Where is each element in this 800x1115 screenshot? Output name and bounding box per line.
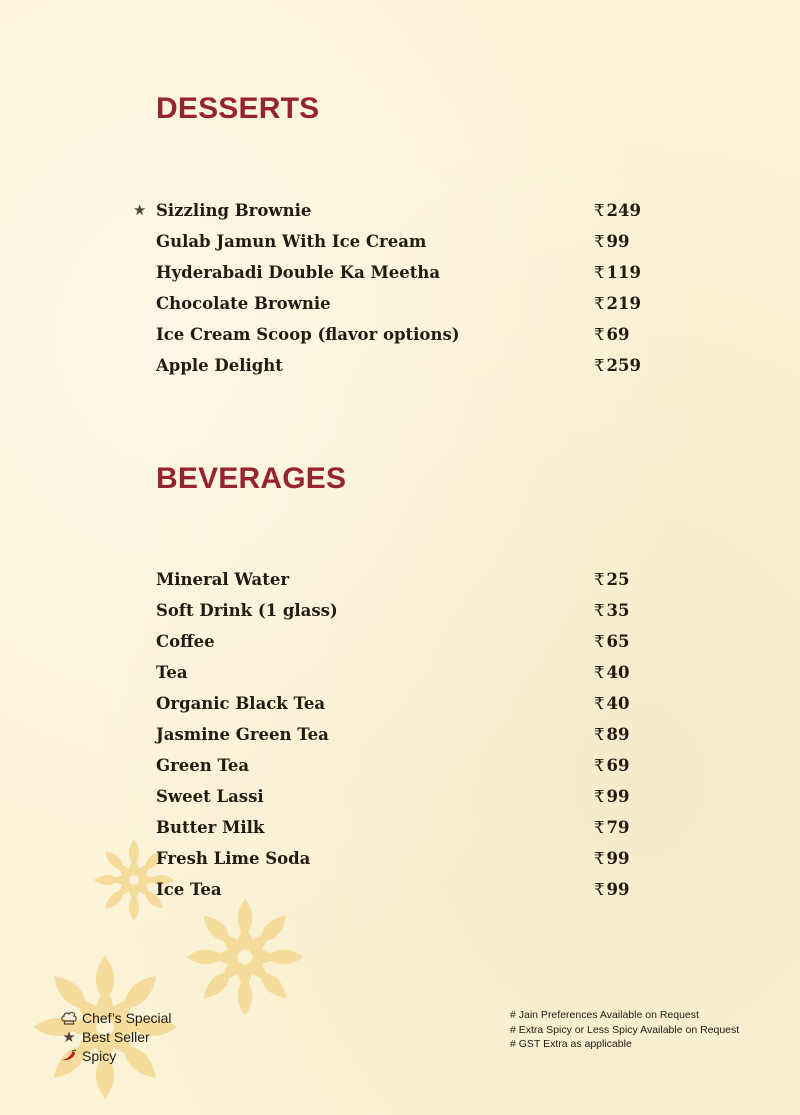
item-name: Sizzling Brownie: [156, 201, 312, 220]
desserts-heading: DESSERTS: [156, 92, 320, 125]
item-price: [594, 195, 641, 226]
price-value: 99: [606, 849, 630, 868]
item-price: [594, 350, 641, 381]
item-name: Fresh Lime Soda: [156, 849, 311, 868]
menu-item: [0, 874, 800, 905]
currency-symbol: ₹: [594, 818, 605, 837]
menu-item: [0, 595, 800, 626]
currency-symbol: ₹: [594, 201, 605, 220]
currency-symbol: ₹: [594, 601, 605, 620]
price-value: 249: [606, 201, 641, 220]
chili-icon: [60, 1049, 78, 1063]
legend-label: Spicy: [82, 1047, 117, 1064]
menu-item: [0, 781, 800, 812]
item-price: [594, 750, 629, 781]
legend-spicy: [60, 1046, 172, 1065]
currency-symbol: ₹: [594, 570, 605, 589]
price-value: 89: [606, 725, 630, 744]
item-name: Ice Tea: [156, 880, 222, 899]
menu-item: [0, 688, 800, 719]
price-value: 99: [606, 787, 630, 806]
menu-item: [0, 564, 800, 595]
price-value: 40: [606, 663, 630, 682]
menu-item: [0, 750, 800, 781]
price-value: 99: [606, 880, 630, 899]
item-name: Sweet Lassi: [156, 787, 264, 806]
item-name: Jasmine Green Tea: [156, 725, 329, 744]
item-name: Ice Cream Scoop (flavor options): [156, 325, 460, 344]
menu-item: [0, 226, 800, 257]
item-price: [594, 688, 629, 719]
flower-ornament-icon: [184, 896, 306, 1018]
item-price: [594, 564, 629, 595]
item-name: Gulab Jamun With Ice Cream: [156, 232, 427, 251]
star-icon: ★: [62, 1027, 76, 1046]
price-value: 99: [606, 232, 630, 251]
item-name: Mineral Water: [156, 570, 290, 589]
currency-symbol: ₹: [594, 725, 605, 744]
best-seller-star-icon: ★: [133, 201, 147, 219]
price-value: 259: [606, 356, 641, 375]
currency-symbol: ₹: [594, 356, 605, 375]
legend: [60, 1008, 172, 1065]
note-gst: # GST Extra as applicable: [510, 1038, 632, 1050]
item-price: [594, 257, 641, 288]
menu-item: [0, 257, 800, 288]
price-value: 69: [606, 756, 630, 775]
item-name: Tea: [156, 663, 188, 682]
menu-item: [0, 626, 800, 657]
item-price: [594, 226, 629, 257]
item-name: Coffee: [156, 632, 215, 651]
item-name: Apple Delight: [156, 356, 283, 375]
currency-symbol: ₹: [594, 263, 605, 282]
currency-symbol: ₹: [594, 325, 605, 344]
item-name: Butter Milk: [156, 818, 265, 837]
item-price: [594, 843, 629, 874]
price-value: 79: [606, 818, 630, 837]
price-value: 40: [606, 694, 630, 713]
item-price: [594, 319, 629, 350]
menu-item: [0, 719, 800, 750]
menu-item: [0, 843, 800, 874]
chef-hat-icon: [60, 1011, 78, 1025]
notes: [510, 1008, 739, 1052]
legend-label: Chef’s Special: [82, 1009, 172, 1026]
menu-item: [0, 288, 800, 319]
currency-symbol: ₹: [594, 756, 605, 775]
currency-symbol: ₹: [594, 880, 605, 899]
legend-label: Best Seller: [82, 1028, 150, 1045]
currency-symbol: ₹: [594, 294, 605, 313]
price-value: 219: [606, 294, 641, 313]
note-jain: # Jain Preferences Available on Request: [510, 1009, 699, 1021]
beverages-heading: BEVERAGES: [156, 462, 347, 495]
item-price: [594, 288, 641, 319]
legend-best-seller: [60, 1027, 172, 1046]
menu-item: [0, 350, 800, 381]
beverages-list: [0, 564, 800, 905]
item-name: Green Tea: [156, 756, 250, 775]
currency-symbol: ₹: [594, 849, 605, 868]
item-price: [594, 874, 629, 905]
menu-item: [0, 195, 800, 226]
item-price: [594, 657, 629, 688]
item-price: [594, 719, 629, 750]
price-value: 35: [606, 601, 630, 620]
item-name: Hyderabadi Double Ka Meetha: [156, 263, 441, 282]
legend-chefs-special: [60, 1008, 172, 1027]
price-value: 65: [606, 632, 630, 651]
item-price: [594, 626, 629, 657]
price-value: 25: [606, 570, 630, 589]
currency-symbol: ₹: [594, 787, 605, 806]
price-value: 119: [606, 263, 641, 282]
item-price: [594, 595, 629, 626]
currency-symbol: ₹: [594, 232, 605, 251]
menu-item: [0, 657, 800, 688]
item-name: Chocolate Brownie: [156, 294, 331, 313]
price-value: 69: [606, 325, 630, 344]
menu-item: [0, 812, 800, 843]
item-name: Soft Drink (1 glass): [156, 601, 338, 620]
desserts-list: [0, 195, 800, 381]
currency-symbol: ₹: [594, 694, 605, 713]
item-name: Organic Black Tea: [156, 694, 326, 713]
note-spice-level: # Extra Spicy or Less Spicy Available on Request: [510, 1023, 740, 1036]
currency-symbol: ₹: [594, 632, 605, 651]
item-price: [594, 781, 629, 812]
item-price: [594, 812, 629, 843]
currency-symbol: ₹: [594, 663, 605, 682]
menu-item: [0, 319, 800, 350]
